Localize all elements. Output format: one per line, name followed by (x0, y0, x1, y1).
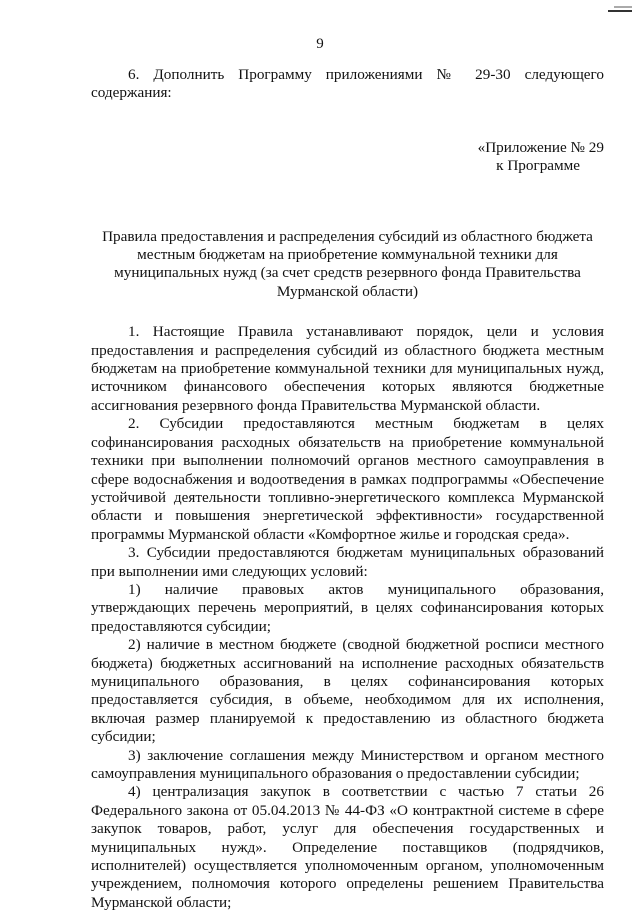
condition-4: 4) централизация закупок в соответствии с частью 7 статьи 26 Федерального закона от 05.04.2013 № 44-ФЗ «О контрактной системе в сфере закупок товаров, работ, услуг для обеспечения государственных и муниципальных нужд». Определение поставщиков (подрядчиков, исполнителей) осуществляется уполномоченным органом, уполномоченным учреждением, полномочия которого определены решением Правительства Мурманской области; (91, 783, 604, 911)
paragraph-2: 2. Субсидии предоставляются местным бюджетам в целях софинансирования расходных обязательств на приобретение коммунальной техники при выполнении полномочий органов местного самоуправления в сфере водоснабжения и водоотведения в рамках подпрограммы «Обеспечение устойчивой деятельности топливно-энергетического комплекса Мурманской области и повышения энергетической эффективности» государственной программы Мурманской области «Комфортное жилье и городская среда». (91, 415, 604, 543)
paragraph-1: 1. Настоящие Правила устанавливают порядок, цели и условия предоставления и распределения субсидий из областного бюджета местным бюджетам на приобретение коммунальной техники для муниципальных нужд, источником финансового обеспечения которых являются бюджетные ассигнования резервного фонда Правительства Мурманской области. (91, 323, 604, 414)
appendix-reference (91, 139, 604, 176)
condition-3: 3) заключение соглашения между Министерством и органом местного самоуправления муниципального образования о предоставлении субсидии; (91, 746, 604, 782)
condition-1: 1) наличие правовых актов муниципального образования, утверждающих перечень мероприятий, в целях софинансирования которых предоставляются субсидии; (91, 580, 604, 635)
document-title (91, 228, 604, 302)
document-body (91, 66, 604, 912)
appendix-reference-line: «Приложение № 29 (477, 138, 604, 156)
title-line: муниципальных нужд (за счет средств резервного фонда Правительства (114, 264, 581, 282)
paragraph-3: 3. Субсидии предоставляются бюджетам муниципальных образований при выполнении ими следующих условий: (91, 544, 604, 580)
condition-2: 2) наличие в местном бюджете (сводной бюджетной росписи местного бюджета) бюджетных ассигнований на исполнение расходных обязательств муниципального образования, в целях софинансирования которых предоставляется субсидия, в объеме, необходимом для их исполнения, включая размер планируемой к предоставлению из областного бюджета субсидии; (91, 636, 604, 746)
page-number: 9 (316, 36, 324, 52)
appendix-reference-line: к Программе (496, 157, 580, 175)
title-line: Мурманской области) (276, 282, 419, 300)
title-line: местным бюджетам на приобретение коммунальной техники для (137, 246, 558, 264)
title-line: Правила предоставления и распределения субсидий из областного бюджета (102, 227, 593, 245)
scan-corner-mark (606, 0, 634, 14)
intro-paragraph: 6. Дополнить Программу приложениями № 29-30 следующего содержания: (91, 66, 604, 102)
